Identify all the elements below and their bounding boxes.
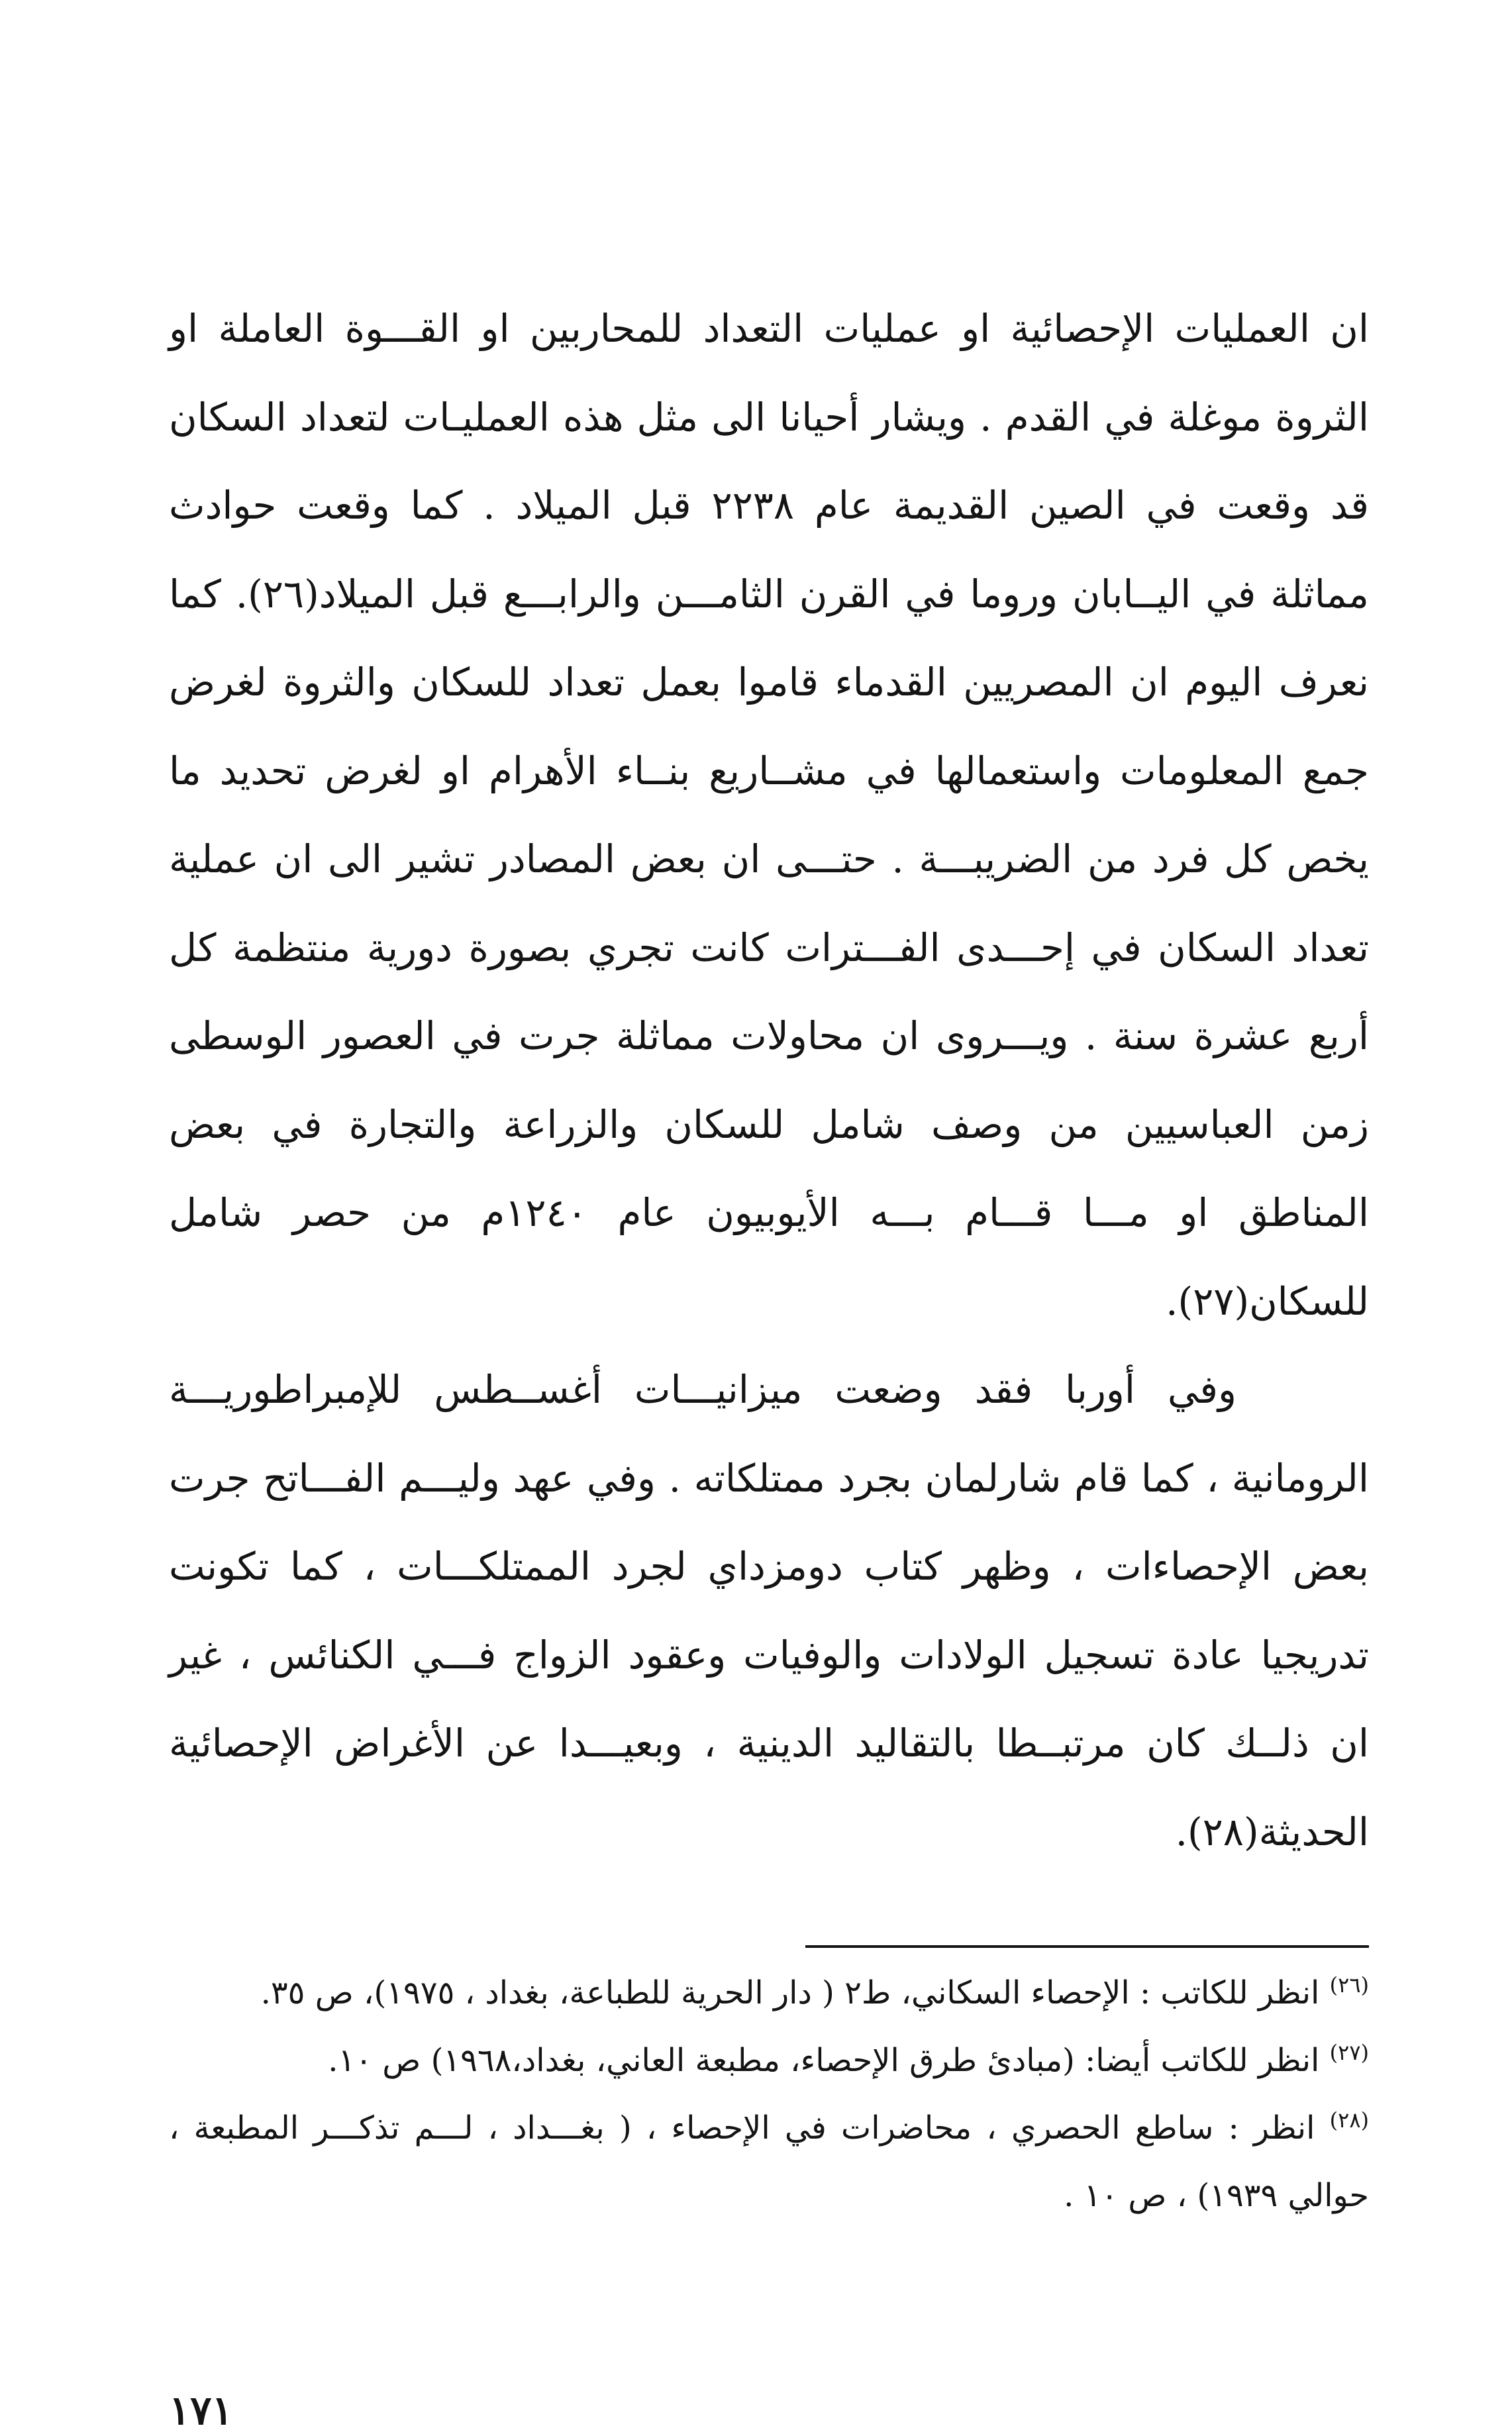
footnote-28-mark: (٢٨) bbox=[1329, 2107, 1370, 2133]
footnote-28 bbox=[169, 2094, 1369, 2229]
footnote-26-text: انظر للكاتب : الإحصاء السكاني، ط٢ ( دار الحرية للطباعة، بغداد ، ١٩٧٥)، ص ٣٥. bbox=[260, 1974, 1320, 2011]
footnote-27-mark: (٢٧) bbox=[1329, 2040, 1369, 2065]
paragraph-1: ان العمليات الإحصائية او عمليات التعداد للمحاربين او القـــوة العاملة او الثروة موغلة في القدم . ويشار أحيانا الى مثل هذه العمليـات لتعداد السكان قد وقعت في الصين القديمة عام ٢٢٣٨ قبل الميلاد . كما وقعت حوادث مماثلة في اليــابان وروما في القرن الثامـــن والرابـــع قبل الميلاد(٢٦). كما نعرف اليوم ان المصريين القدماء قاموا بعمل تعداد للسكان والثروة لغرض جمع المعلومات واستعمالها في مشــاريع بنــاء الأهرام او لغرض تحديد ما يخص كل فرد من الضريبـــة . حتـــى ان بعض المصادر تشير الى ان عملية تعداد السكان في إحـــدى الفـــترات كانت تجري بصورة دورية منتظمة كل أربع عشرة سنة . ويـــروى ان محاولات مماثلة جرت في العصور الوسطى زمن العباسيين من وصف شامل للسكان والزراعة والتجارة في بعض المناطق او مـــا قـــام بـــه الأيوبيون عام ١٢٤٠م من حصر شامل للسكان(٢٧). bbox=[169, 306, 1369, 1324]
page-number: ١٧١ bbox=[169, 2388, 233, 2434]
footnote-28-text: انظر : ساطع الحصري ، محاضرات في الإحصاء ، ( بغـــداد ، لـــم تذكـــر المطبعة ، حوالي ١٩٣٩) ، ص ١٠ . bbox=[169, 2109, 1369, 2214]
footnote-divider bbox=[805, 1945, 1369, 1948]
footnotes bbox=[169, 1959, 1369, 2229]
footnote-27-text: انظر للكاتب أيضا: (مبادئ طرق الإحصاء، مطبعة العاني، بغداد،١٩٦٨) ص ١٠. bbox=[328, 2042, 1320, 2079]
footnote-26-mark: (٢٦) bbox=[1329, 1972, 1369, 1998]
footnote-27 bbox=[169, 2027, 1369, 2094]
body-text bbox=[169, 285, 1369, 1876]
footnote-26 bbox=[169, 1959, 1369, 2027]
paragraph-2: وفي أوربا فقد وضعت ميزانيـــات أغســطس للإمبراطوريـــة الرومانية ، كما قام شارلمان بجرد ممتلكاته . وفي عهد وليـــم الفـــاتح جرت بعض الإحصاءات ، وظهر كتاب دومزداي لجرد الممتلكـــات ، كما تكونت تدريجيا عادة تسجيل الولادات والوفيات وعقود الزواج فـــي الكنائس ، غير ان ذلــك كان مرتبــطا بالتقاليد الدينية ، وبعيـــدا عن الأغراض الإحصائية الحديثة(٢٨). bbox=[169, 1367, 1369, 1854]
